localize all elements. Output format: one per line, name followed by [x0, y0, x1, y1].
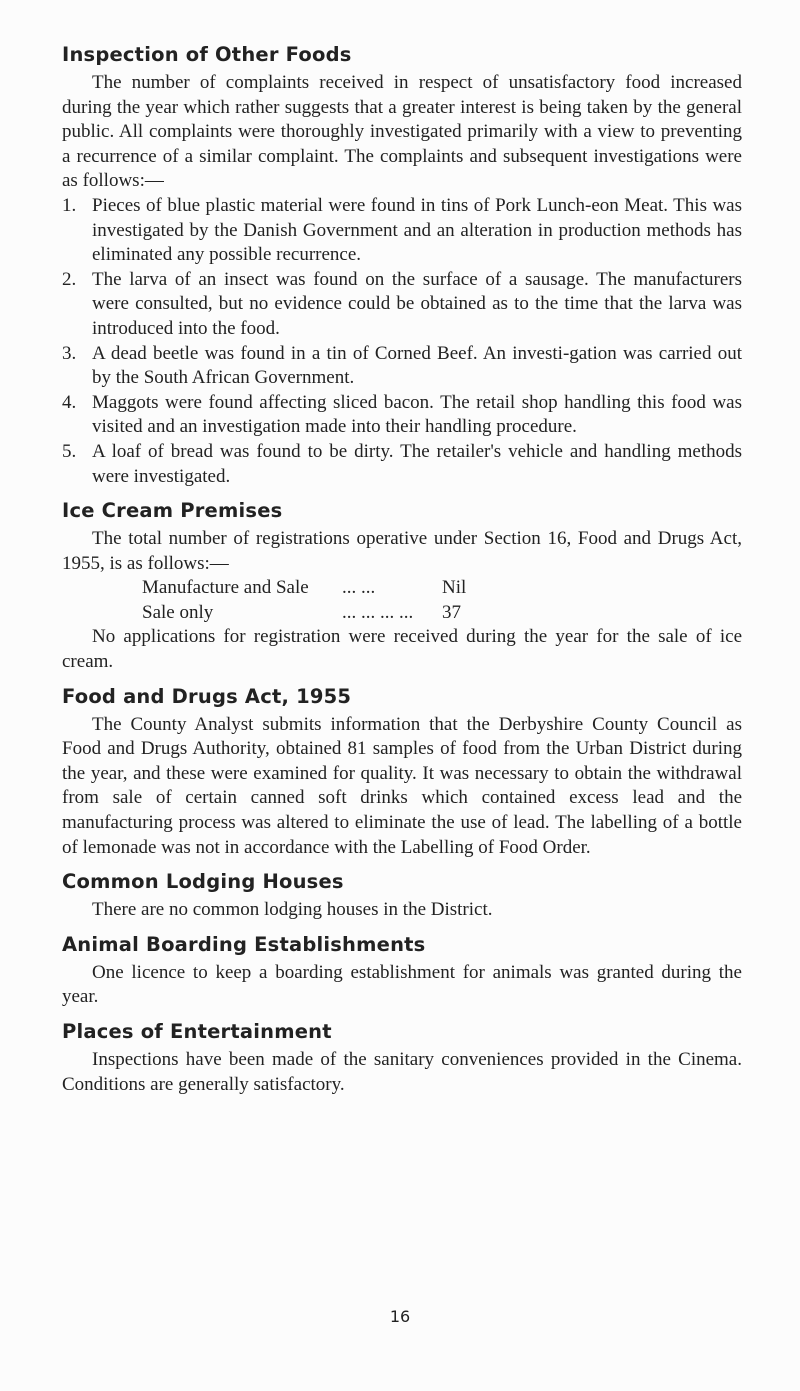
row-value: Nil — [442, 577, 467, 599]
list-item — [62, 194, 742, 268]
section-paragraph: One licence to keep a boarding establishment for animals was granted during the year. — [62, 961, 742, 1008]
registrations-table — [142, 576, 482, 625]
item-number: 4. — [62, 391, 77, 413]
page-number: 16 — [389, 1307, 411, 1326]
section-paragraph: The County Analyst submits information that the Derbyshire County Council as Food and Drugs Authority, obtained 81 samples of food from the Urban District during the year, and these were examined for quality. It was necessary to obtain the withdrawal from sale of certain canned soft drinks which contained excess lead and the manufacturing process was altered to eliminate the use of lead. The labelling of a bottle of lemonade was not in accordance with the Labelling of Food Order. — [62, 713, 742, 858]
section-animal-boarding — [62, 932, 742, 1010]
section-paragraph: The total number of registrations operative under Section 16, Food and Drugs Act, 1955, is as follows:— — [62, 528, 742, 574]
leader-dots: ... ... — [342, 577, 376, 599]
item-number: 1. — [62, 194, 77, 216]
list-item — [62, 268, 742, 342]
section-other-foods — [62, 42, 742, 489]
section-heading: Animal Boarding Establishments — [62, 932, 426, 956]
item-text: A dead beetle was found in a tin of Corned Beef. An investi-gation was carried out by the South African Government. — [92, 342, 742, 389]
item-text: Maggots were found affecting sliced bacon. The retail shop handling this food was visited and an investigation made into their handling procedure. — [92, 391, 742, 438]
section-paragraph: The number of complaints received in respect of unsatisfactory food increased during the year which rather suggests that a greater interest is being taken by the general public. All complaints were thoroughly investigated primarily with a view to preventing a recurrence of a similar complaint. The complaints and subsequent investigations were as follows:— — [62, 72, 742, 192]
list-item — [62, 391, 742, 440]
section-paragraph: No applications for registration were received during the year for the sale of ice cream. — [62, 626, 742, 673]
section-paragraph: There are no common lodging houses in the District. — [92, 899, 493, 921]
row-value: 37 — [442, 601, 461, 623]
section-heading: Places of Entertainment — [62, 1020, 332, 1043]
row-label: Manufacture and Sale — [142, 577, 309, 599]
table-row — [142, 576, 482, 601]
section-lodging — [62, 869, 742, 923]
section-heading: Common Lodging Houses — [62, 870, 344, 894]
list-item — [62, 440, 742, 489]
leader-dots: ... ... ... ... — [342, 601, 414, 623]
item-number: 3. — [62, 342, 77, 364]
row-label: Sale only — [142, 601, 214, 623]
item-text: A loaf of bread was found to be dirty. The retailer's vehicle and handling methods were investigated. — [92, 440, 742, 487]
item-text: Pieces of blue plastic material were found in tins of Pork Lunch-eon Meat. This was investigated by the Danish Government and an alteration in production methods has eliminated any possible recurrence. — [92, 194, 742, 266]
section-ice-cream — [62, 498, 742, 675]
section-food-drugs — [62, 684, 742, 861]
section-heading: Ice Cream Premises — [62, 499, 283, 523]
item-number: 5. — [62, 440, 77, 462]
section-entertainment — [62, 1019, 742, 1097]
section-heading: Food and Drugs Act, 1955 — [62, 684, 352, 708]
page-content — [62, 42, 742, 1106]
item-number: 2. — [62, 268, 77, 290]
list-item — [62, 342, 742, 391]
complaints-list — [62, 194, 742, 489]
table-row — [142, 601, 482, 626]
section-paragraph: Inspections have been made of the sanitary conveniences provided in the Cinema. Conditions are generally satisfactory. — [62, 1049, 742, 1095]
section-heading: Inspection of Other Foods — [62, 43, 352, 66]
item-text: The larva of an insect was found on the surface of a sausage. The manufacturers were consulted, but no evidence could be obtained as to the time that the larva was introduced into the food. — [92, 268, 742, 339]
